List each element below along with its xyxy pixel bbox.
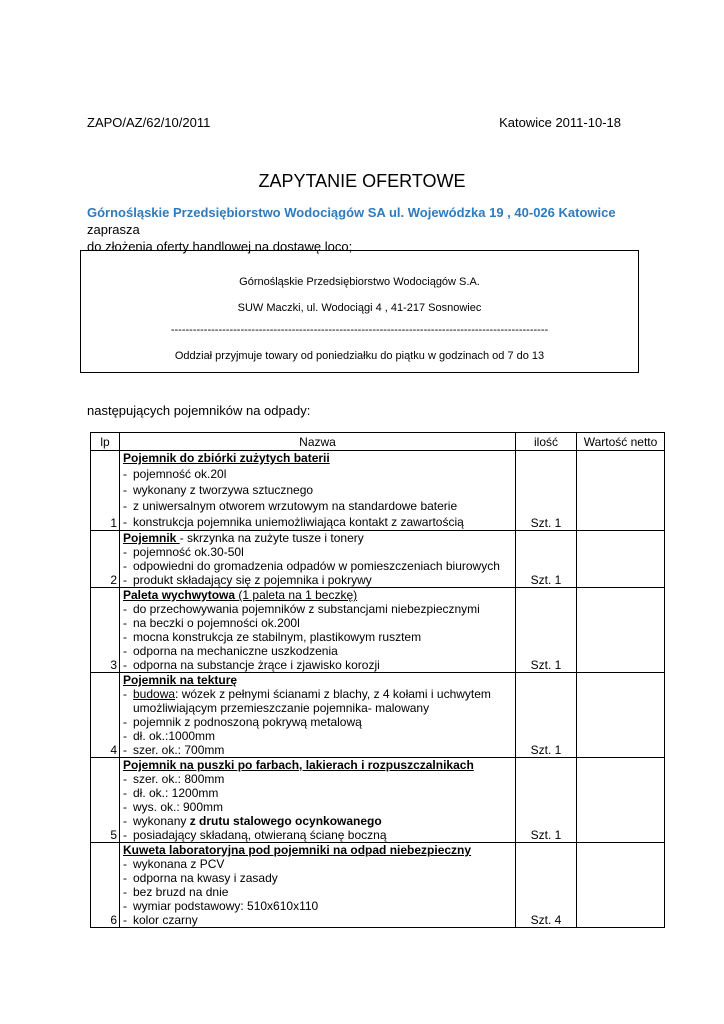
list-item: - bez bruzd na dnie bbox=[123, 885, 229, 899]
row-qty: Szt. 1 bbox=[516, 758, 577, 843]
row-qty: Szt. 4 bbox=[516, 843, 577, 928]
table-row bbox=[91, 843, 665, 928]
row-title-line: Pojemnik - skrzynka na zużyte tusze i tonery bbox=[123, 531, 364, 545]
row-qty: Szt. 1 bbox=[516, 673, 577, 758]
list-item: - konstrukcja pojemnika uniemożliwiająca kontakt z zawartością bbox=[123, 515, 464, 529]
list-item: - szer. ok.: 700mm bbox=[123, 743, 225, 757]
list-item: - wykonany z tworzywa sztucznego bbox=[123, 483, 314, 497]
list-item: - na beczki o pojemności ok.200l bbox=[123, 616, 300, 630]
table-row bbox=[91, 588, 665, 673]
list-item: - z uniwersalnym otworem wrzutowym na standardowe baterie bbox=[123, 499, 458, 513]
row-value[interactable] bbox=[577, 588, 665, 673]
list-item: - pojemnik z podnoszoną pokrywą metalową bbox=[123, 715, 362, 729]
row-qty: Szt. 1 bbox=[516, 451, 577, 531]
list-item: - odporna na mechaniczne uszkodzenia bbox=[123, 644, 338, 658]
list-item-continuation: umożliwiającym przemieszczanie pojemnika- malowany bbox=[133, 701, 430, 715]
row-qty: Szt. 1 bbox=[516, 531, 577, 588]
list-item: - wykonana z PCV bbox=[123, 857, 225, 871]
list-item: - posiadający składaną, otwieraną ścianę boczną bbox=[123, 828, 387, 842]
list-item: - szer. ok.: 800mm bbox=[123, 772, 225, 786]
row-value[interactable] bbox=[577, 451, 665, 531]
table-row bbox=[91, 531, 665, 588]
list-item: - odporna na substancje żrące i zjawisko korozji bbox=[123, 658, 380, 672]
document-date: Katowice 2011-10-18 bbox=[499, 115, 621, 130]
row-description bbox=[120, 588, 516, 673]
list-item: - dł. ok.: 1200mm bbox=[123, 786, 219, 800]
delivery-address: SUW Maczki, ul. Wodociągi 4 , 41-217 Sosnowiec bbox=[237, 302, 482, 314]
box-separator: ------------------------------------------------------------------------------------------------------- bbox=[170, 324, 549, 336]
list-item: - odporna na kwasy i zasady bbox=[123, 871, 278, 885]
row-lp: 1 bbox=[91, 451, 120, 531]
list-item: - kolor czarny bbox=[123, 913, 198, 927]
list-item: - pojemność ok.20l bbox=[123, 467, 227, 481]
list-item: - mocna konstrukcja ze stabilnym, plastikowym rusztem bbox=[123, 630, 422, 644]
header-qty: ilość bbox=[516, 433, 577, 451]
list-item: - budowa: wózek z pełnymi ścianami z blachy, z 4 kołami i uchwytem bbox=[123, 687, 491, 701]
row-qty: Szt. 1 bbox=[516, 588, 577, 673]
header-lp: lp bbox=[91, 433, 120, 451]
row-title: Paleta wychwytowa bbox=[123, 588, 239, 602]
intro-paragraph bbox=[87, 204, 647, 255]
document-reference: ZAPO/AZ/62/10/2011 bbox=[87, 115, 211, 130]
list-item: - odpowiedni do gromadzenia odpadów w pomieszczeniach biurowych bbox=[123, 559, 500, 573]
row-description bbox=[120, 531, 516, 588]
intro-text: zaprasza bbox=[87, 222, 140, 237]
row-title: Kuweta laboratoryjna pod pojemniki na odpad niebezpieczny bbox=[123, 843, 472, 857]
row-description bbox=[120, 673, 516, 758]
row-lp: 6 bbox=[91, 843, 120, 928]
header-name: Nazwa bbox=[120, 433, 516, 451]
items-table bbox=[90, 432, 665, 928]
row-lp: 3 bbox=[91, 588, 120, 673]
list-item: - produkt składający się z pojemnika i pokrywy bbox=[123, 573, 372, 587]
header-value: Wartość netto bbox=[577, 433, 665, 451]
row-value[interactable] bbox=[577, 758, 665, 843]
row-lp: 2 bbox=[91, 531, 120, 588]
organization-name: Górnośląskie Przedsiębiorstwo Wodociągów SA ul. Wojewódzka 19 , 40-026 Katowice bbox=[87, 205, 616, 220]
list-item: - pojemność ok.30-50l bbox=[123, 545, 244, 559]
list-item: - wys. ok.: 900mm bbox=[123, 800, 224, 814]
row-description bbox=[120, 758, 516, 843]
delivery-company: Górnośląskie Przedsiębiorstwo Wodociągów S.A. bbox=[239, 276, 480, 288]
row-title: Pojemnik bbox=[123, 531, 180, 545]
row-value[interactable] bbox=[577, 843, 665, 928]
delivery-hours: Oddział przyjmuje towary od poniedziałku do piątku w godzinach od 7 do 13 bbox=[174, 350, 545, 362]
list-item: - dł. ok.:1000mm bbox=[123, 729, 216, 743]
row-value[interactable] bbox=[577, 673, 665, 758]
intro-line-2: do złożenia oferty handlowej na dostawę loco; bbox=[87, 239, 353, 254]
row-description bbox=[120, 451, 516, 531]
row-lp: 4 bbox=[91, 673, 120, 758]
row-title: Pojemnik na tekturę bbox=[123, 673, 238, 687]
row-title: Pojemnik na puszki po farbach, lakierach i rozpuszczalnikach bbox=[123, 758, 474, 772]
table-row bbox=[91, 673, 665, 758]
page-title: ZAPYTANIE OFERTOWE bbox=[258, 171, 466, 191]
row-title: Pojemnik do zbiórki zużytych baterii bbox=[123, 451, 330, 465]
row-title-line: Paleta wychwytowa (1 paleta na 1 beczkę) bbox=[123, 588, 358, 602]
list-item: - wykonany z drutu stalowego ocynkowanego bbox=[123, 814, 382, 828]
list-item: - wymiar podstawowy: 510x610x110 bbox=[123, 899, 319, 913]
table-row bbox=[91, 758, 665, 843]
row-description bbox=[120, 843, 516, 928]
items-intro: następujących pojemników na odpady: bbox=[87, 403, 311, 418]
row-lp: 5 bbox=[91, 758, 120, 843]
delivery-address-box bbox=[80, 250, 639, 373]
row-value[interactable] bbox=[577, 531, 665, 588]
list-item: - do przechowywania pojemników z substancjami niebezpiecznymi bbox=[123, 602, 480, 616]
table-row bbox=[91, 451, 665, 531]
table-header-row bbox=[91, 433, 665, 451]
